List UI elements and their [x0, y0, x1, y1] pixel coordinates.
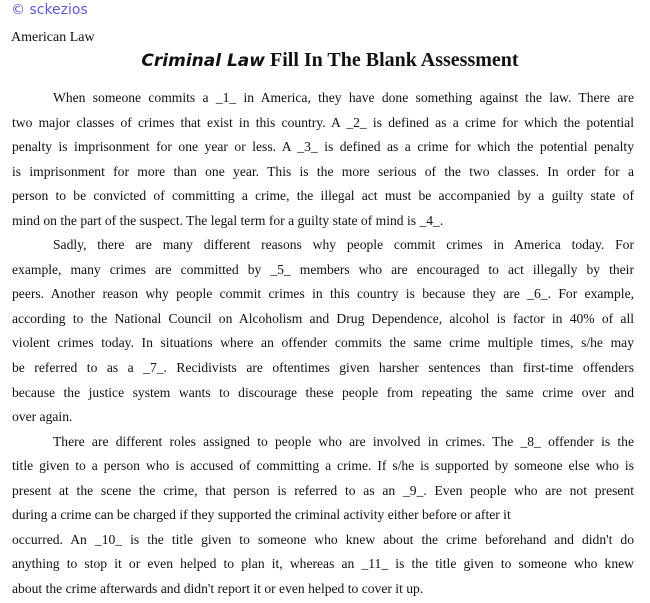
document-body [12, 86, 634, 601]
paragraph-line: When someone commits a _1_ in America, they have done something against the law. There are [53, 90, 634, 105]
paragraph-line: person to be convicted of committing a crime, the illegal act must be accompanied by a guilty state of [12, 188, 634, 204]
paragraph-line: two major classes of crimes that exist in this country. A _2_ is defined as a crime for which the potential [12, 114, 634, 130]
paragraph-line: present at the scene the crime, that person is referred to as an _9_. Even people who are not present [12, 482, 634, 498]
paragraph-line: There are different roles assigned to people who are involved in crimes. The _8_ offender is the [53, 433, 634, 449]
paragraph-line: according to the National Council on Alcoholism and Drug Dependence, alcohol is factor in 40% of all [12, 310, 634, 326]
paragraph-line: peers. Another reason why people commit crimes in this country is because they are _6_. For example, [12, 286, 634, 302]
page-title [0, 49, 650, 72]
paragraph-line: occurred. An _10_ is the title given to someone who knew about the crime beforehand and didn't do [12, 531, 634, 547]
paragraph-line: is imprisonment for more than one year. This is the more serious of the two classes. In order for a [12, 163, 634, 179]
paragraph-line: over again. [12, 409, 73, 425]
paragraph-line: violent crimes today. In situations where an offender commits the same crime multiple times, s/he may [12, 335, 634, 351]
paragraph-line: anything to stop it or even helped to plan it, whereas an _11_ is the title given to someone who knew [12, 556, 634, 572]
title-italic: Criminal Law [141, 51, 265, 71]
paragraph-line: about the crime afterwards and didn't report it or even helped to cover it up. [12, 580, 424, 596]
title-rest: Fill In The Blank Assessment [269, 49, 519, 71]
paragraph-line: mind on the part of the suspect. The legal term for a guilty state of mind is _4_. [12, 212, 444, 228]
paragraph-line: during a crime can be charged if they supported the criminal activity either before or after it [12, 507, 511, 523]
paragraph-line: penalty is imprisonment for one year or less. A _3_ is defined as a crime for which the potential penalty [12, 139, 634, 155]
paragraph-line: be referred to as a _7_. Recidivists are oftentimes given harsher sentences than first-time offenders [12, 360, 634, 376]
paragraph-line: because the justice system wants to discourage these people from repeating the same crime over and [12, 384, 634, 400]
paragraph-line: title given to a person who is accused of committing a crime. If s/he is supported by someone else who is [12, 458, 634, 474]
paragraph-line: example, many crimes are committed by _5_ members who are encouraged to act illegally by their [12, 261, 634, 277]
watermark: © sckezios [11, 2, 88, 18]
course-label: American Law [11, 30, 95, 45]
paragraph-line: Sadly, there are many different reasons why people commit crimes in America today. For [53, 237, 634, 253]
